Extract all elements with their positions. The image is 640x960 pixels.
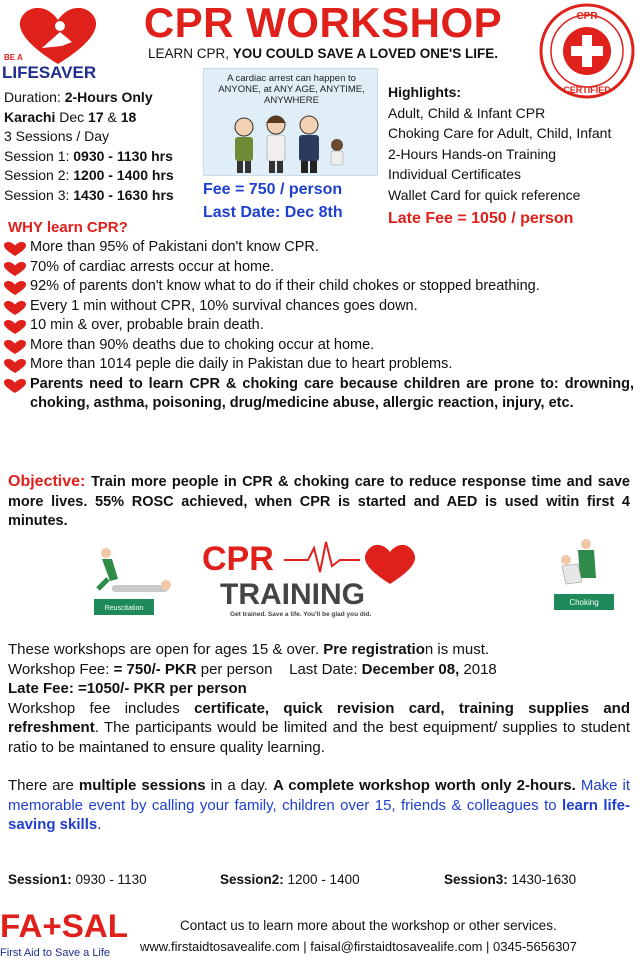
- heart-icon: [4, 320, 26, 334]
- text-bold: multiple sessions: [78, 777, 206, 794]
- session-label: Session 3:: [4, 186, 74, 203]
- session-label: Session3:: [444, 872, 508, 887]
- session-time: 1430-1630: [507, 872, 577, 887]
- details-para-1: [8, 640, 630, 660]
- fasal-logo: [0, 905, 135, 960]
- contact-links: www.firstaidtosavealife.com | faisal@firstaidtosavealife.com | 0345-5656307: [140, 939, 577, 954]
- spacer: [8, 757, 630, 776]
- session-time: 1430 - 1630 hrs: [73, 186, 174, 203]
- training-caption: Get trained. Save a life. You'll be glad you did.: [230, 611, 372, 618]
- tagline-bold: YOU COULD SAVE A LOVED ONE'S LIFE.: [232, 46, 498, 61]
- date-1: 17: [88, 108, 104, 125]
- text-span: .: [97, 816, 102, 833]
- text-span: Workshop Fee:: [8, 660, 114, 678]
- fact-item: [4, 355, 634, 375]
- heart-icon: [4, 359, 26, 373]
- details-para-3: [8, 679, 630, 699]
- tagline-plain: LEARN CPR,: [147, 46, 233, 61]
- text-span: per person Last Date:: [196, 660, 362, 678]
- highlight-item: Individual Certificates: [388, 166, 522, 183]
- duration-value: 2-Hours Only: [64, 89, 153, 105]
- session-label: Session2:: [220, 872, 284, 887]
- session-line: [4, 186, 204, 206]
- fact-text: More than 90% deaths due to choking occur at home.: [30, 336, 375, 353]
- fact-item: [4, 297, 634, 317]
- fact-text: 92% of parents don't know what to do if their child chokes or stopped breathing.: [30, 278, 540, 294]
- fact-item-bold: [4, 375, 634, 414]
- text-bold: Late Fee: =1050/- PKR per person: [8, 680, 247, 697]
- session-line: [4, 147, 204, 167]
- highlight-item: Choking Care for Adult, Child, Infant: [388, 125, 612, 142]
- text-bold: = 750/- PKR: [113, 660, 197, 678]
- dates-amp: &: [103, 108, 121, 125]
- session-label: Session1:: [8, 872, 72, 887]
- duration-label: Duration:: [4, 89, 65, 105]
- fact-item: [4, 258, 634, 278]
- session-time: 0930 - 1130 hrs: [73, 147, 173, 164]
- text-bold: Pre registratio: [323, 641, 425, 658]
- badge-bottom-text: CERTIFIED: [563, 85, 611, 95]
- tagline: [118, 46, 528, 62]
- fact-text: 10 min & over, probable brain death.: [30, 317, 264, 333]
- facts-list: [4, 238, 634, 414]
- highlight-item: Wallet Card for quick reference: [388, 186, 581, 203]
- text-blue: Make it memorable event by calling your family, children over 15, friends & colleagues to: [8, 777, 631, 814]
- last-date-text: Last Date: Dec 8th: [203, 204, 343, 221]
- text-bold: A complete workshop worth only 2-hours.: [272, 777, 576, 794]
- workshop-info: [4, 88, 204, 205]
- late-fee-text: Late Fee = 1050 / person: [388, 210, 574, 227]
- text-span: 2018: [459, 660, 497, 678]
- objective-label: Objective:: [8, 473, 92, 490]
- session-summary: [444, 872, 576, 887]
- fact-text: Parents need to learn CPR & choking care because children are prone to: drowning, choking, asthma, poisoning, drug/medicine abuse, allergic reaction, injury, etc.: [30, 375, 634, 411]
- text-bold: December 08,: [361, 660, 460, 678]
- fact-text: 70% of cardiac arrests occur at home.: [30, 258, 275, 275]
- why-heading: WHY learn CPR?: [8, 219, 128, 236]
- text-span: . The participants would be limited and the best equipment/ supplies to student ratio to be maintaned to ensure quality learning.: [8, 719, 630, 756]
- heart-icon: [4, 340, 26, 354]
- session-time: 1200 - 1400 hrs: [73, 167, 174, 183]
- dates-pre: Dec: [55, 108, 89, 125]
- cardiac-arrest-illustration: [203, 68, 378, 176]
- highlight-item: 2-Hours Hands-on Training: [388, 145, 557, 162]
- sessions-per-day: 3 Sessions / Day: [4, 128, 110, 144]
- fasal-logo-text: FA+SAL: [0, 908, 128, 944]
- fact-item: [4, 238, 634, 258]
- logo-bottom-text: LIFESAVER: [2, 63, 97, 80]
- session-time: 0930 - 1130: [71, 872, 147, 887]
- highlights: [388, 82, 638, 206]
- date-2: 18: [120, 108, 137, 125]
- fact-text: More than 1014 peple die daily in Pakistan due to heart problems.: [30, 356, 453, 372]
- heart-icon: [4, 242, 26, 256]
- text-span: There are: [8, 777, 79, 794]
- heart-icon: [4, 379, 26, 393]
- choking-label: Choking: [569, 598, 599, 607]
- text-span: These workshops are open for ages 15 & over.: [8, 641, 324, 658]
- badge-top-text: CPR: [576, 11, 598, 22]
- highlight-item: Adult, Child & Infant CPR: [388, 104, 546, 121]
- text-span: Workshop fee includes: [8, 699, 195, 717]
- logo-top-text: BE A: [4, 53, 23, 62]
- fact-item: [4, 277, 634, 297]
- fact-item: [4, 336, 634, 356]
- training-bottom-text: TRAINING: [220, 578, 365, 611]
- city: Karachi: [4, 108, 56, 125]
- people-illustration: [204, 69, 379, 177]
- choking-illustration: [548, 536, 618, 614]
- text-span: in a day.: [205, 777, 273, 794]
- details-para-2: [8, 660, 630, 680]
- fact-item: [4, 316, 634, 336]
- heart-icon: [4, 281, 26, 295]
- details-para-5: [8, 776, 630, 835]
- objective: [8, 472, 630, 532]
- session-label: Session 2:: [4, 167, 74, 183]
- cpr-training-graphic: [200, 538, 445, 618]
- lifesaver-logo: [2, 2, 114, 80]
- details-para-4: [8, 699, 630, 758]
- session-summary: [220, 872, 360, 887]
- dates-line: [4, 108, 204, 128]
- illustration-caption: A cardiac arrest can happen to ANYONE, at ANY AGE, ANYTIME, ANYWHERE: [218, 73, 365, 106]
- text-bold: certificate, quick revision card, training supplies and refreshment: [8, 699, 630, 736]
- session-summary: [8, 872, 147, 887]
- objective-text: Train more people in CPR & choking care to reduce response time and save more lives. 55% ROSC achieved, when CPR is started and AED is used witin first 4 minutes.: [8, 474, 630, 529]
- fact-text: More than 95% of Pakistani don't know CPR.: [30, 239, 319, 255]
- heart-icon: [4, 301, 26, 315]
- fee-text: Fee = 750 / person: [203, 181, 343, 198]
- fasal-logo-sub: First Aid to Save a Life: [0, 947, 111, 959]
- session-time: 1200 - 1400: [283, 872, 360, 887]
- highlights-heading: Highlights:: [388, 84, 462, 100]
- fact-text: Every 1 min without CPR, 10% survival chances goes down.: [30, 297, 418, 314]
- duration-line: [4, 88, 204, 108]
- contact-text: Contact us to learn more about the workshop or other services.: [180, 918, 557, 933]
- training-top-text: CPR: [202, 540, 274, 578]
- session-line: [4, 166, 204, 186]
- text-span: n is must.: [424, 641, 490, 658]
- details-text: [8, 640, 630, 835]
- session-label: Session 1:: [4, 147, 74, 164]
- page-title: CPR WORKSHOP: [143, 0, 503, 46]
- heart-icon: [4, 262, 26, 276]
- text-blue-bold: learn life-saving skills: [8, 796, 630, 833]
- resuscitation-illustration: [88, 545, 178, 617]
- resus-label: Reuscitation: [104, 605, 144, 612]
